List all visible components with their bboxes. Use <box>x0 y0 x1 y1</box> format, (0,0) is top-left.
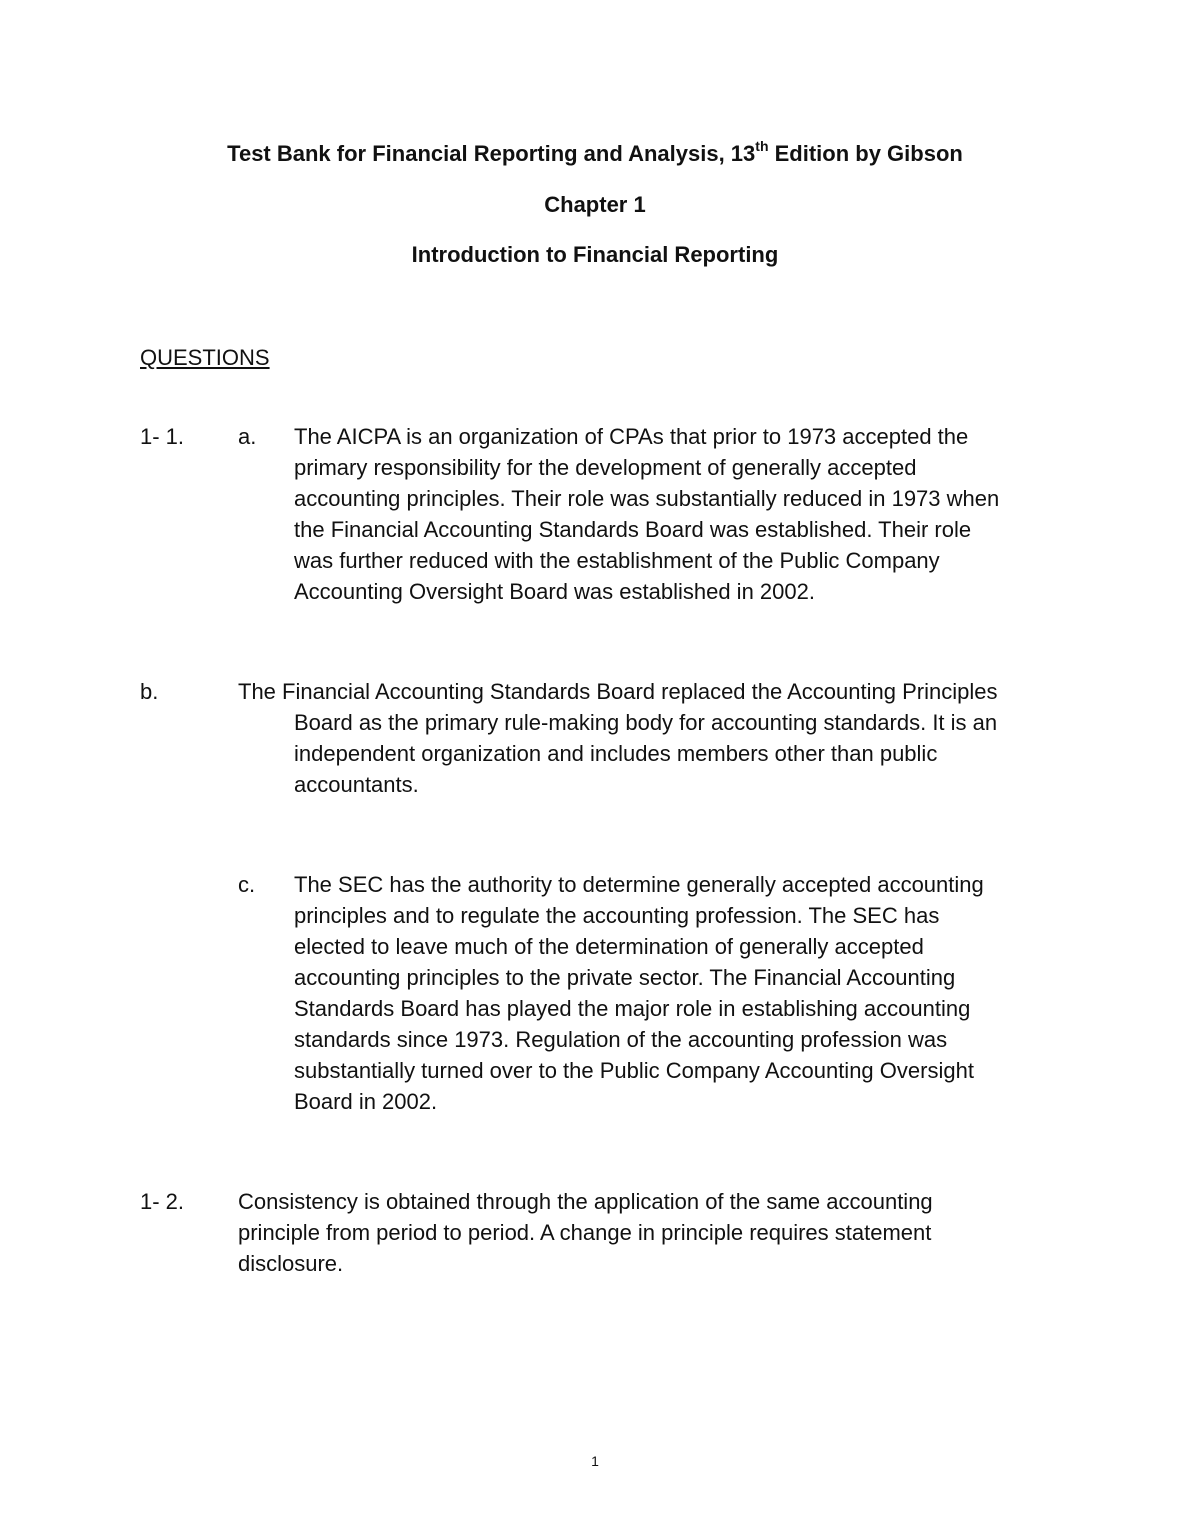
title-main: Test Bank for Financial Reporting and Analysis, 13 <box>227 141 756 166</box>
answer-c-line: elected to leave much of the determination of generally accepted <box>294 934 924 959</box>
question-number-1-1: 1- 1. <box>140 424 185 449</box>
title-edition: Edition by Gibson <box>768 141 963 166</box>
answer-b-line: accountants. <box>294 772 419 797</box>
answer-a-line: the Financial Accounting Standards Board was established. Their role <box>294 517 972 542</box>
title-superscript: th <box>755 137 769 154</box>
section-heading: QUESTIONS <box>140 345 270 370</box>
answer-c-text <box>294 869 984 1117</box>
answer-c-line: substantially turned over to the Public Company Accounting Oversight <box>294 1058 974 1083</box>
answer-b-text <box>238 676 997 800</box>
answer-c-line: Board in 2002. <box>294 1089 438 1114</box>
answer-1-2-line: disclosure. <box>238 1251 344 1276</box>
answer-a-line: was further reduced with the establishment of the Public Company <box>294 548 940 573</box>
question-number-1-2: 1- 2. <box>140 1189 185 1214</box>
answer-b-line: independent organization and includes members other than public <box>294 741 938 766</box>
answer-1-2-text <box>238 1186 933 1279</box>
document-title <box>0 137 1190 167</box>
chapter-number: Chapter 1 <box>544 192 646 217</box>
answer-1-2-line: principle from period to period. A change in principle requires statement <box>238 1220 932 1245</box>
answer-c-line: accounting principles to the private sector. The Financial Accounting <box>294 965 956 990</box>
answer-a-line: primary responsibility for the development of generally accepted <box>294 455 917 480</box>
answer-a-text <box>294 421 999 607</box>
chapter-title: Introduction to Financial Reporting <box>411 242 779 267</box>
page-number: 1 <box>591 1453 599 1469</box>
answer-c-line: principles and to regulate the accounting profession. The SEC has <box>294 903 940 928</box>
answer-a-line: The AICPA is an organization of CPAs that prior to 1973 accepted the <box>294 424 969 449</box>
answer-a-line: Accounting Oversight Board was established in 2002. <box>294 579 815 604</box>
answer-c-line: The SEC has the authority to determine generally accepted accounting <box>294 872 984 897</box>
answer-c-line: standards since 1973. Regulation of the accounting profession was <box>294 1027 948 1052</box>
answer-a-line: accounting principles. Their role was substantially reduced in 1973 when <box>294 486 1000 511</box>
answer-b-line: Board as the primary rule-making body for accounting standards. It is an <box>294 710 998 735</box>
answer-c-label: c. <box>238 872 256 897</box>
answer-1-2-line: Consistency is obtained through the application of the same accounting <box>238 1189 933 1214</box>
answer-b-line: The Financial Accounting Standards Board replaced the Accounting Principles <box>238 679 998 704</box>
answer-c-line: Standards Board has played the major role in establishing accounting <box>294 996 971 1021</box>
answer-a-label: a. <box>238 424 257 449</box>
answer-b-label: b. <box>140 679 159 704</box>
